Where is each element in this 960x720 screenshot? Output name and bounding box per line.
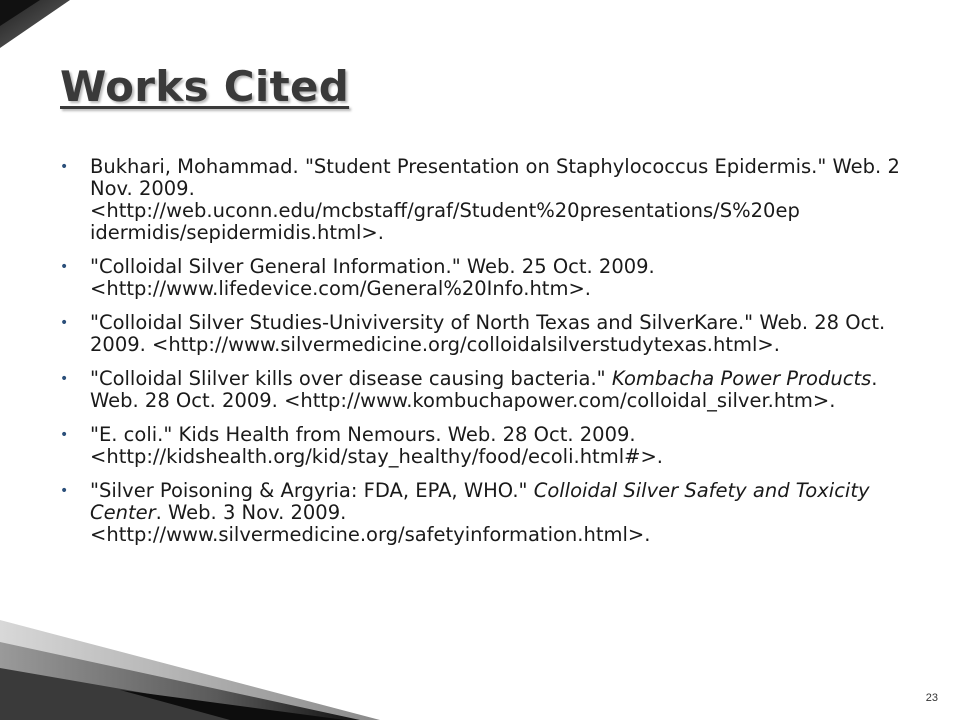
- page-number: 23: [925, 692, 938, 704]
- reference-item: [60, 156, 910, 244]
- reference-text-post: . Web. 28 Oct. 2009.: [90, 367, 878, 412]
- reference-item: [60, 480, 910, 546]
- bullet-icon: •: [60, 371, 69, 387]
- bullet-icon: •: [60, 259, 69, 275]
- reference-url: <http://web.uconn.edu/mcbstaff/graf/Student%20presentations/S%20ep idermidis/sepidermidis.html>.: [90, 199, 800, 244]
- reference-text-pre: "Colloidal Slilver kills over disease causing bacteria.": [90, 367, 612, 390]
- bullet-icon: •: [60, 315, 69, 331]
- reference-item: [60, 368, 910, 412]
- reference-url: <http://www.lifedevice.com/General%20Info.htm>.: [90, 277, 591, 300]
- reference-text-post: . Web. 3 Nov. 2009.: [155, 501, 347, 524]
- reference-text: Bukhari, Mohammad. "Student Presentation on Staphylococcus Epidermis." Web. 2 Nov. 2009.: [90, 155, 900, 200]
- reference-url: <http://kidshealth.org/kid/stay_healthy/food/ecoli.html#>.: [90, 445, 663, 468]
- reference-source-title: Kombacha Power Products: [611, 367, 872, 390]
- reference-source-title: Colloidal Silver Safety and Toxicity Center: [90, 479, 870, 524]
- reference-text: "Colloidal Silver General Information." Web. 25 Oct. 2009.: [90, 255, 655, 278]
- reference-text-pre: "Silver Poisoning & Argyria: FDA, EPA, WHO.": [90, 479, 534, 502]
- reference-text: "E. coli." Kids Health from Nemours. Web. 28 Oct. 2009.: [90, 423, 636, 446]
- reference-url: <http://www.kombuchapower.com/colloidal_silver.htm>.: [284, 389, 836, 412]
- bullet-icon: •: [60, 427, 69, 443]
- reference-url: <http://www.silvermedicine.org/safetyinformation.html>.: [90, 523, 651, 546]
- reference-url: <http://www.silvermedicine.org/colloidalsilverstudytexas.html>.: [152, 333, 780, 356]
- reference-item: [60, 312, 910, 356]
- bullet-icon: •: [60, 159, 69, 175]
- reference-item: [60, 424, 910, 468]
- reference-text: "Colloidal Silver Studies-Univiversity of North Texas and SilverKare." Web. 28 Oct. 2009.: [90, 311, 886, 356]
- reference-item: [60, 256, 910, 300]
- page-title: Works Cited: [60, 62, 350, 111]
- references-list: [60, 156, 910, 558]
- bullet-icon: •: [60, 483, 69, 499]
